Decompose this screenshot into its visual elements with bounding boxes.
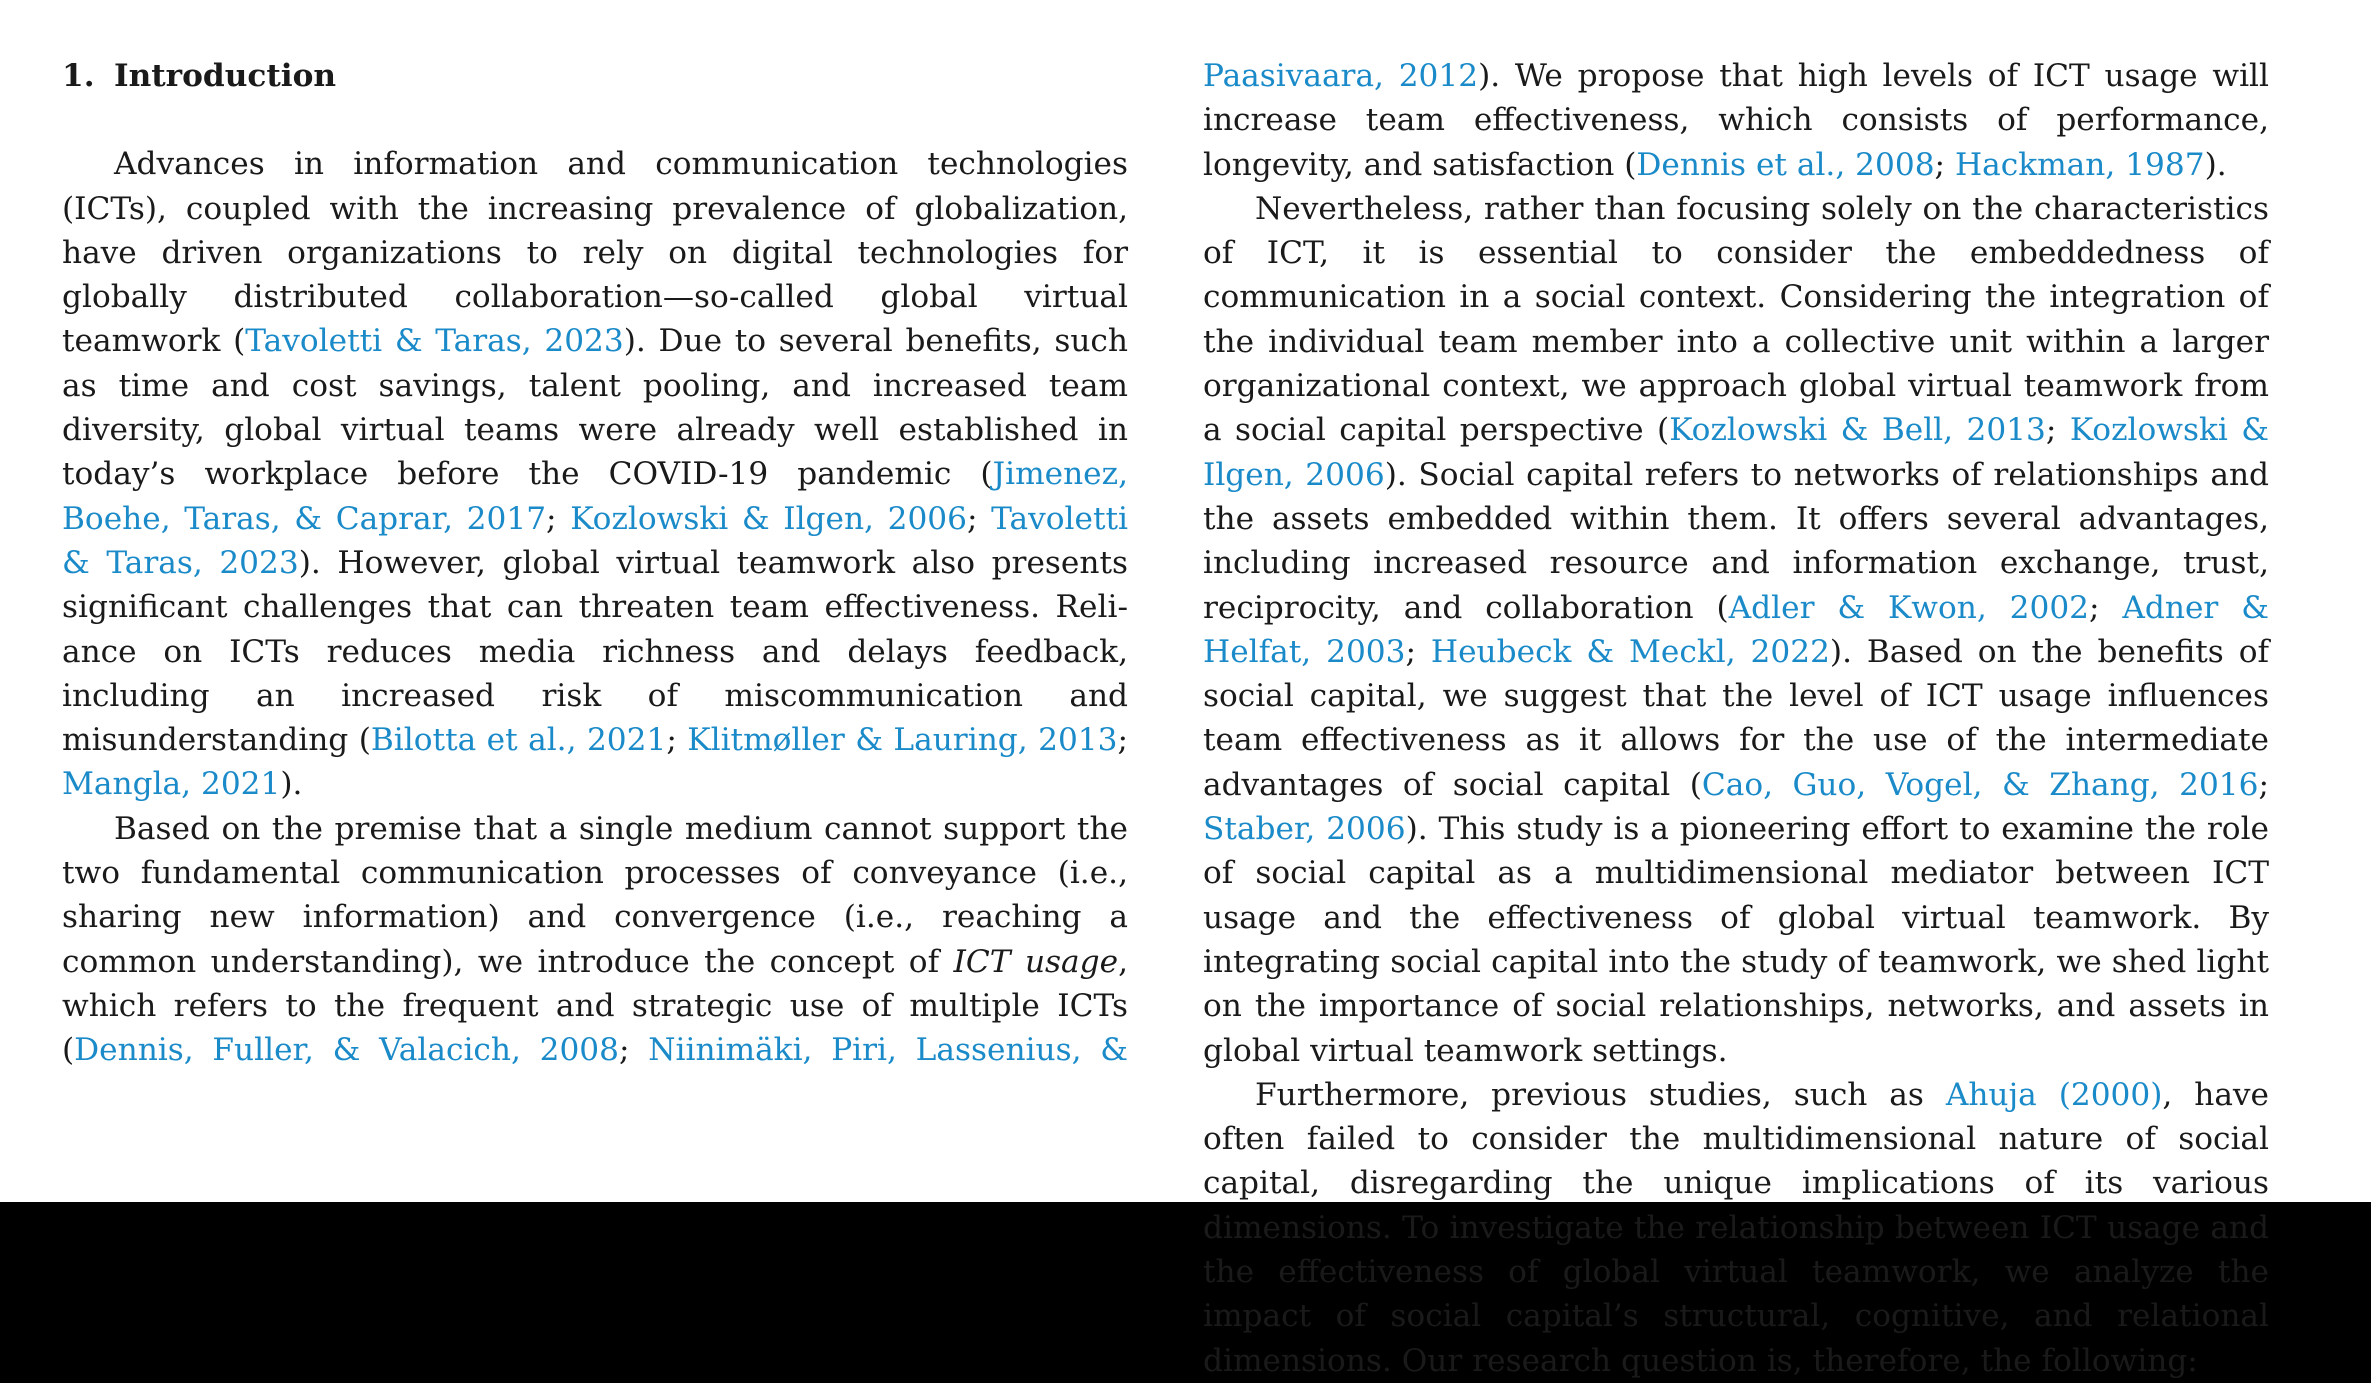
citation-link[interactable]: Kozlowski & Ilgen, 2006 bbox=[570, 500, 967, 537]
paragraph-text: ). bbox=[280, 766, 303, 803]
paragraph-text: , have often failed to consider the multidimensional nature of social capital, disregarding the unique implications of its various dimensions. To investigate the relationship between ICT usage and the effectiveness of global virtual teamwork, we analyze the impact of social capital’s structural, cognitive, and relational dimensions. Our research question is, therefore, the following: bbox=[1203, 1076, 2269, 1379]
paragraph-text: ). This study is a pioneering effort to examine the role of social capital as a multidimensional mediator between ICT usage and the effectiveness of global virtual teamwork. By integrating social capital into the study of teamwork, we shed light on the importance of social relationships, networks, and assets in global virtual teamwork settings. bbox=[1203, 811, 2269, 1069]
section-title: Introduction bbox=[114, 58, 337, 94]
paragraph-text: ; bbox=[618, 1032, 649, 1069]
citation-link[interactable]: Niinimäki, Piri, Lassenius, & bbox=[648, 1032, 1128, 1069]
paragraph-text: ; bbox=[1934, 146, 1955, 183]
citation-link[interactable]: Mangla, 2021 bbox=[62, 766, 281, 803]
paragraph-1 bbox=[62, 142, 1128, 806]
paragraph-text: ). Due to several benefits, such as time and cost savings, talent pooling, and increased team diversity, global virtual teams were already well established in today’s workplace before the COVID-19 pandemic ( bbox=[62, 323, 1128, 493]
section-heading bbox=[62, 54, 1128, 98]
citation-link[interactable]: Adner & Helfat, 2003 bbox=[1203, 589, 2269, 670]
paragraph-text: , which refers to the frequent and strategic use of multiple ICTs ( bbox=[62, 943, 1128, 1069]
citation-link[interactable]: Staber, 2006 bbox=[1203, 811, 1406, 848]
paragraph-text: Furthermore, previous studies, such as bbox=[1255, 1076, 1946, 1113]
citation-link[interactable]: Heubeck & Meckl, 2022 bbox=[1430, 633, 1830, 670]
paragraph-text: Advances in information and communication technologies (ICTs), coupled with the increasing prevalence of globalization, have driven organizations to rely on digital technologies for globally distributed collaboration—so-called global virtual teamwork ( bbox=[62, 146, 1128, 360]
citation-link[interactable]: Cao, Guo, Vogel, & Zhang, 2016 bbox=[1701, 766, 2259, 803]
paragraph-text: ; bbox=[2258, 766, 2269, 803]
paragraph-text: ). Social capital refers to networks of relationships and the assets embedded within them. It offers several advantages, including increased resource and information exchange, trust, reciprocity, and collaboration ( bbox=[1203, 456, 2270, 626]
citation-link[interactable]: Klitmøller & Lauring, 2013 bbox=[687, 722, 1118, 759]
paragraph-text: ; bbox=[1117, 722, 1128, 759]
paragraph-text: Nevertheless, rather than focusing solely on the characteristics of ICT, it is essential to consider the embeddedness of communication in a social context. Considering the integration of the individual team member into a collective unit within a larger organizational context, we approach global virtual teamwork from a social capital perspective ( bbox=[1203, 190, 2269, 449]
citation-link[interactable]: Tavoletti & Taras, 2023 bbox=[245, 323, 624, 360]
paragraph-4 bbox=[1203, 1073, 2269, 1383]
citation-link[interactable]: Adler & Kwon, 2002 bbox=[1728, 589, 2090, 626]
section-number: 1. bbox=[62, 58, 95, 94]
citation-link[interactable]: Dennis, Fuller, & Valacich, 2008 bbox=[74, 1032, 619, 1069]
citation-link[interactable]: Bilotta et al., 2021 bbox=[370, 722, 667, 759]
right-column bbox=[1203, 54, 2269, 1383]
paragraph-text: ; bbox=[666, 722, 688, 759]
paragraph-text: Based on the premise that a single medium cannot support the two fundamental communication processes of conveyance (i.e., sharing new information) and convergence (i.e., reaching a common understanding), we introduce the concept of bbox=[62, 810, 1128, 980]
paragraph-text: ). bbox=[2204, 146, 2227, 183]
citation-link[interactable]: Ahuja (2000) bbox=[1945, 1076, 2163, 1113]
citation-link[interactable]: Dennis et al., 2008 bbox=[1636, 146, 1935, 183]
paragraph-text: ; bbox=[1405, 633, 1431, 670]
citation-link[interactable]: Jimenez, Boehe, Taras, & Caprar, 2017 bbox=[62, 456, 1128, 537]
citation-link[interactable]: Paasivaara, 2012 bbox=[1203, 58, 1479, 94]
citation-link[interactable]: Tavoletti & Taras, 2023 bbox=[62, 500, 1128, 581]
citation-link[interactable]: Kozlowski & Ilgen, 2006 bbox=[1203, 412, 2270, 493]
paragraph-text: ). We propose that high levels of ICT usage will increase team effectiveness, which consists of performance, longevity, and satisfaction ( bbox=[1203, 58, 2269, 183]
paragraph-text: ). Based on the benefits of social capital, we suggest that the level of ICT usage influences team effectiveness as it allows for the use of the intermediate advantages of social capital ( bbox=[1203, 633, 2270, 803]
paragraph-text: ; bbox=[2089, 589, 2123, 626]
citation-link[interactable]: Hackman, 1987 bbox=[1954, 146, 2205, 183]
paragraph-2 bbox=[62, 807, 1128, 1073]
citation-link[interactable]: Kozlowski & Bell, 2013 bbox=[1669, 412, 2046, 449]
paragraph-3-start bbox=[1203, 187, 2269, 1073]
left-column bbox=[62, 54, 1128, 1073]
emphasis-term: ICT usage bbox=[953, 943, 1119, 980]
paragraph-2 bbox=[1203, 54, 2269, 187]
paragraph-text: ; bbox=[967, 500, 992, 537]
paragraph-text: ; bbox=[546, 500, 571, 537]
paragraph-text: ; bbox=[2045, 412, 2070, 449]
paragraph-text: ). However, global virtual teamwork also presents significant challenges that can threaten team effectiveness. Reliance on ICTs reduces media richness and delays feedback, including an increased risk of miscommunication and misunderstanding ( bbox=[62, 544, 1129, 759]
